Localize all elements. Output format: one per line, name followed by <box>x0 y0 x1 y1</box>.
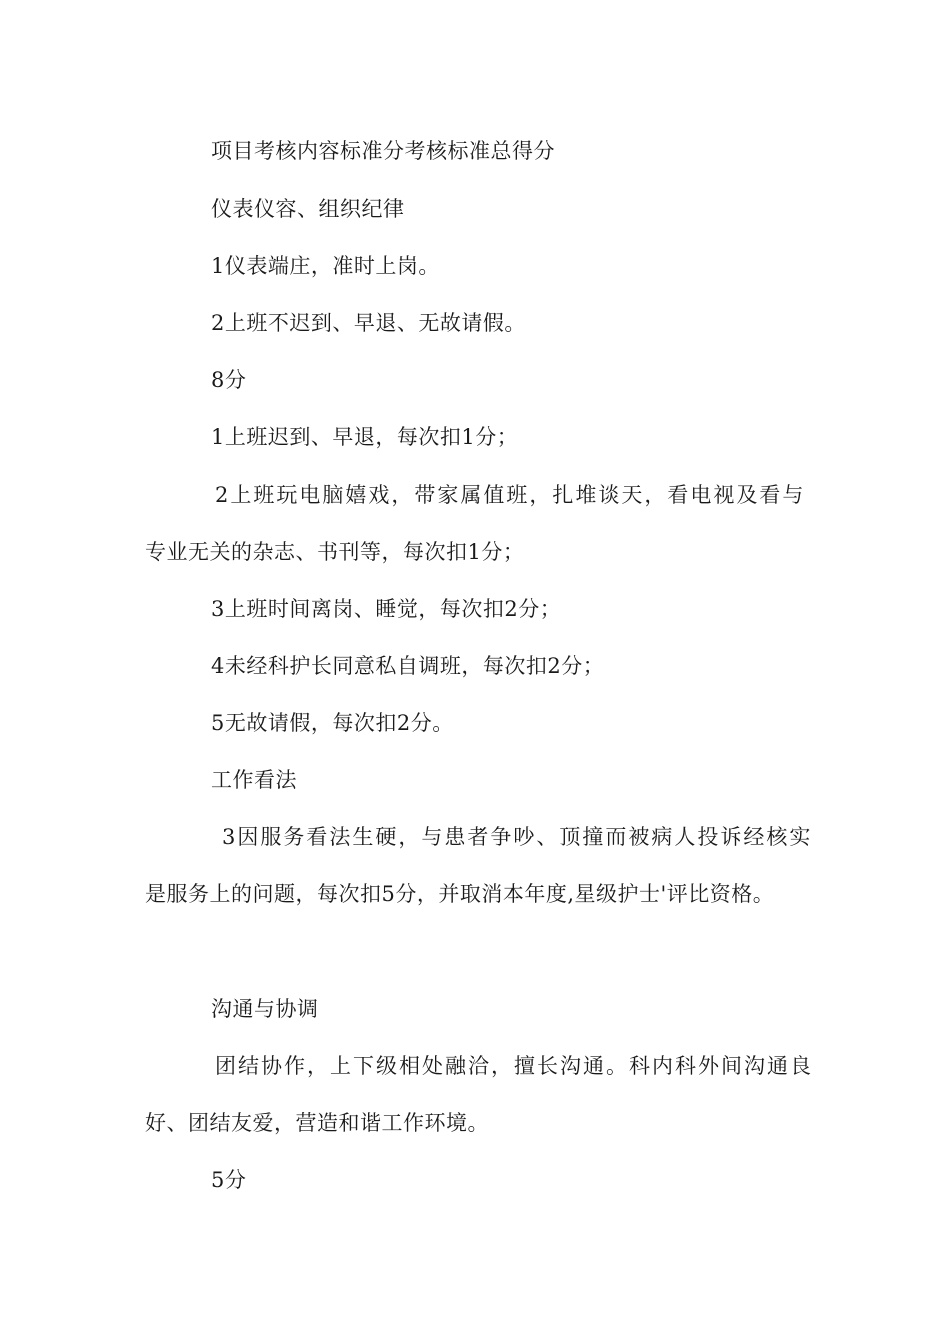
standard-score: 8分 <box>211 368 247 392</box>
table-header-line: 项目考核内容标准分考核标准总得分 <box>211 139 555 163</box>
section-heading-appearance-discipline: 仪表仪容、组织纪律 <box>211 197 405 221</box>
communication-score: 5分 <box>211 1168 247 1192</box>
standard-item-1: 1仪表端庄，准时上岗。 <box>211 254 440 278</box>
criterion-item-2-line-2: 专业无关的杂志、书刊等，每次扣1分； <box>145 540 525 564</box>
criterion-item-5: 5无故请假，每次扣2分。 <box>211 711 454 735</box>
section-heading-communication: 沟通与协调 <box>211 997 319 1021</box>
attitude-criterion-line-2: 是服务上的问题，每次扣5分，并取消本年度,星级护士'评比资格。 <box>145 882 775 906</box>
section-heading-work-attitude: 工作看法 <box>211 768 297 792</box>
criterion-item-3: 3上班时间离岗、睡觉，每次扣2分； <box>211 597 562 621</box>
criterion-item-1: 1上班迟到、早退，每次扣1分； <box>211 425 519 449</box>
attitude-criterion-line-1: 3因服务看法生硬，与患者争吵、顶撞而被病人投诉经核实 <box>222 825 813 849</box>
criterion-item-4: 4未经科护长同意私自调班，每次扣2分； <box>211 654 605 678</box>
standard-item-2: 2上班不迟到、早退、无故请假。 <box>211 311 526 335</box>
communication-standard-line-2: 好、团结友爱，营造和谐工作环境。 <box>145 1111 489 1135</box>
criterion-item-2-line-1: 2上班玩电脑嬉戏，带家属值班，扎堆谈天，看电视及看与 <box>215 483 806 507</box>
communication-standard-line-1: 团结协作，上下级相处融洽，擅长沟通。科内科外间沟通良 <box>215 1054 813 1078</box>
